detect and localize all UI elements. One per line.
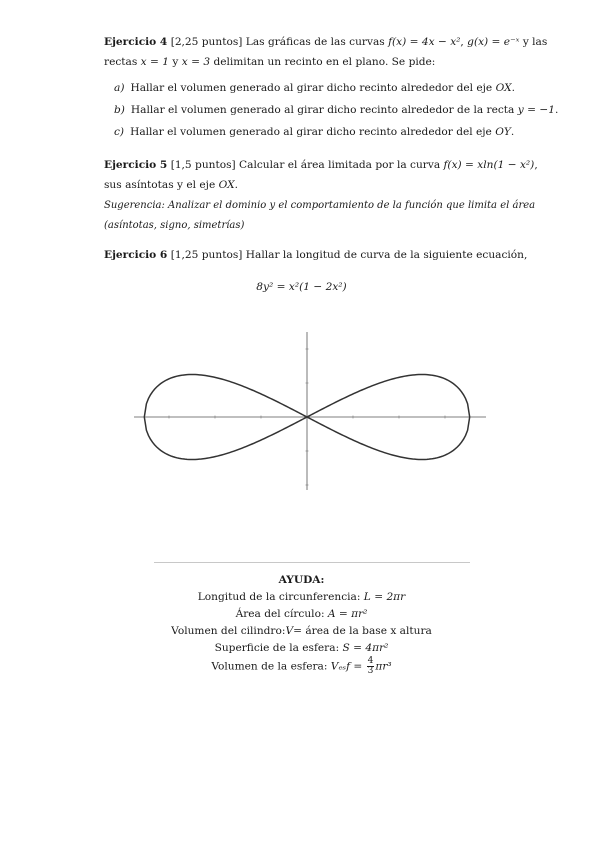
exercise-4-function-f: f(x) = 4x − x² [388,36,461,48]
help-text: Longitud de la circunferencia: [197,591,361,603]
exercise-4-item-b [114,102,558,118]
help-text: Superficie de la esfera: [214,642,340,654]
help-formula: V= [285,625,302,637]
exercise-4-statement [104,32,556,72]
exercise-5-title: Ejercicio 5 [104,159,168,171]
exercise-6-text: Hallar la longitud de curva de la siguiente ecuación, [245,249,528,261]
item-math: OX [495,82,512,94]
item-end: . [510,126,515,138]
exercise-6-title: Ejercicio 6 [104,249,168,261]
help-line-sphere-volume [0,657,603,676]
curve-plot [130,330,490,495]
item-text: Hallar el volumen generado al girar dicho recinto alrededor del eje [130,126,492,138]
exercise-4-conj: y [172,56,179,68]
exercise-4-line-x3: x = 3 [181,56,211,68]
item-text: Hallar el volumen generado al girar dicho recinto alrededor de la recta [130,104,515,116]
exercise-4-line-x1: x = 1 [140,56,169,68]
help-line-sphere-surface [0,640,603,656]
exercise-6-points: [1,25 puntos] [170,249,243,261]
exercise-5-text-2: , sus asíntotas y el eje [104,159,538,191]
exercise-4-title: Ejercicio 4 [104,36,168,48]
fraction-denominator: 3 [367,666,374,676]
fraction-numerator: 4 [367,656,374,666]
help-title: AYUDA: [278,574,325,586]
exercise-6-equation: 8y² = x²(1 − 2x²) [256,281,347,293]
exercise-5-function: f(x) = xln(1 − x²) [443,159,535,171]
item-label: c) [114,126,125,138]
exercise-4-function-g: g(x) = e⁻ˣ [467,36,520,48]
item-text: Hallar el volumen generado al girar dicho recinto alrededor del eje [130,82,493,94]
help-text: Área del círculo: [235,608,325,620]
help-text: Volumen de la esfera: [211,660,328,673]
exercise-4-text-2: y las rectas [104,36,548,68]
help-line-circle-area [0,606,603,622]
item-end: . [511,82,515,94]
exercise-5-points: [1,5 puntos] [170,159,236,171]
exercise-4-text-3: delimitan un recinto en el plano. Se pide: [213,56,436,68]
exercise-6-statement [104,245,556,265]
exercise-5-axis: OX [218,179,235,191]
help-formula-tail: πr³ [375,660,392,673]
exercise-5-statement [104,155,556,195]
help-line-circumference [0,589,603,605]
exercise-4-comma: , [460,36,464,48]
help-formula: A = πr² [327,608,368,620]
help-formula: S = 4πr² [342,642,389,654]
exercise-5-end: . [234,179,239,191]
fraction [367,657,375,676]
help-text-2: área de la base x altura [305,625,432,637]
help-formula: Vₑₛf = [330,660,363,673]
exercise-4-item-a [114,80,515,96]
help-line-cylinder [0,623,603,639]
exercise-4-item-c [114,124,514,140]
help-formula: L = 2πr [363,591,406,603]
divider [154,562,470,563]
exercise-5-text: Calcular el área limitada por la curva [239,159,441,171]
item-end: . [554,104,559,116]
item-label: b) [114,104,125,116]
item-math: OY [495,126,511,138]
item-math: y = −1 [517,104,555,116]
exercise-4-points: [2,25 puntos] [170,36,243,48]
help-text: Volumen del cilindro: [171,625,286,637]
exercise-5-suggestion: Sugerencia: Analizar el dominio y el comportamiento de la función que limita el área (asíntotas, signo, simetrías) [104,200,536,231]
item-label: a) [114,82,125,94]
exercise-4-text: Las gráficas de las curvas [245,36,385,48]
